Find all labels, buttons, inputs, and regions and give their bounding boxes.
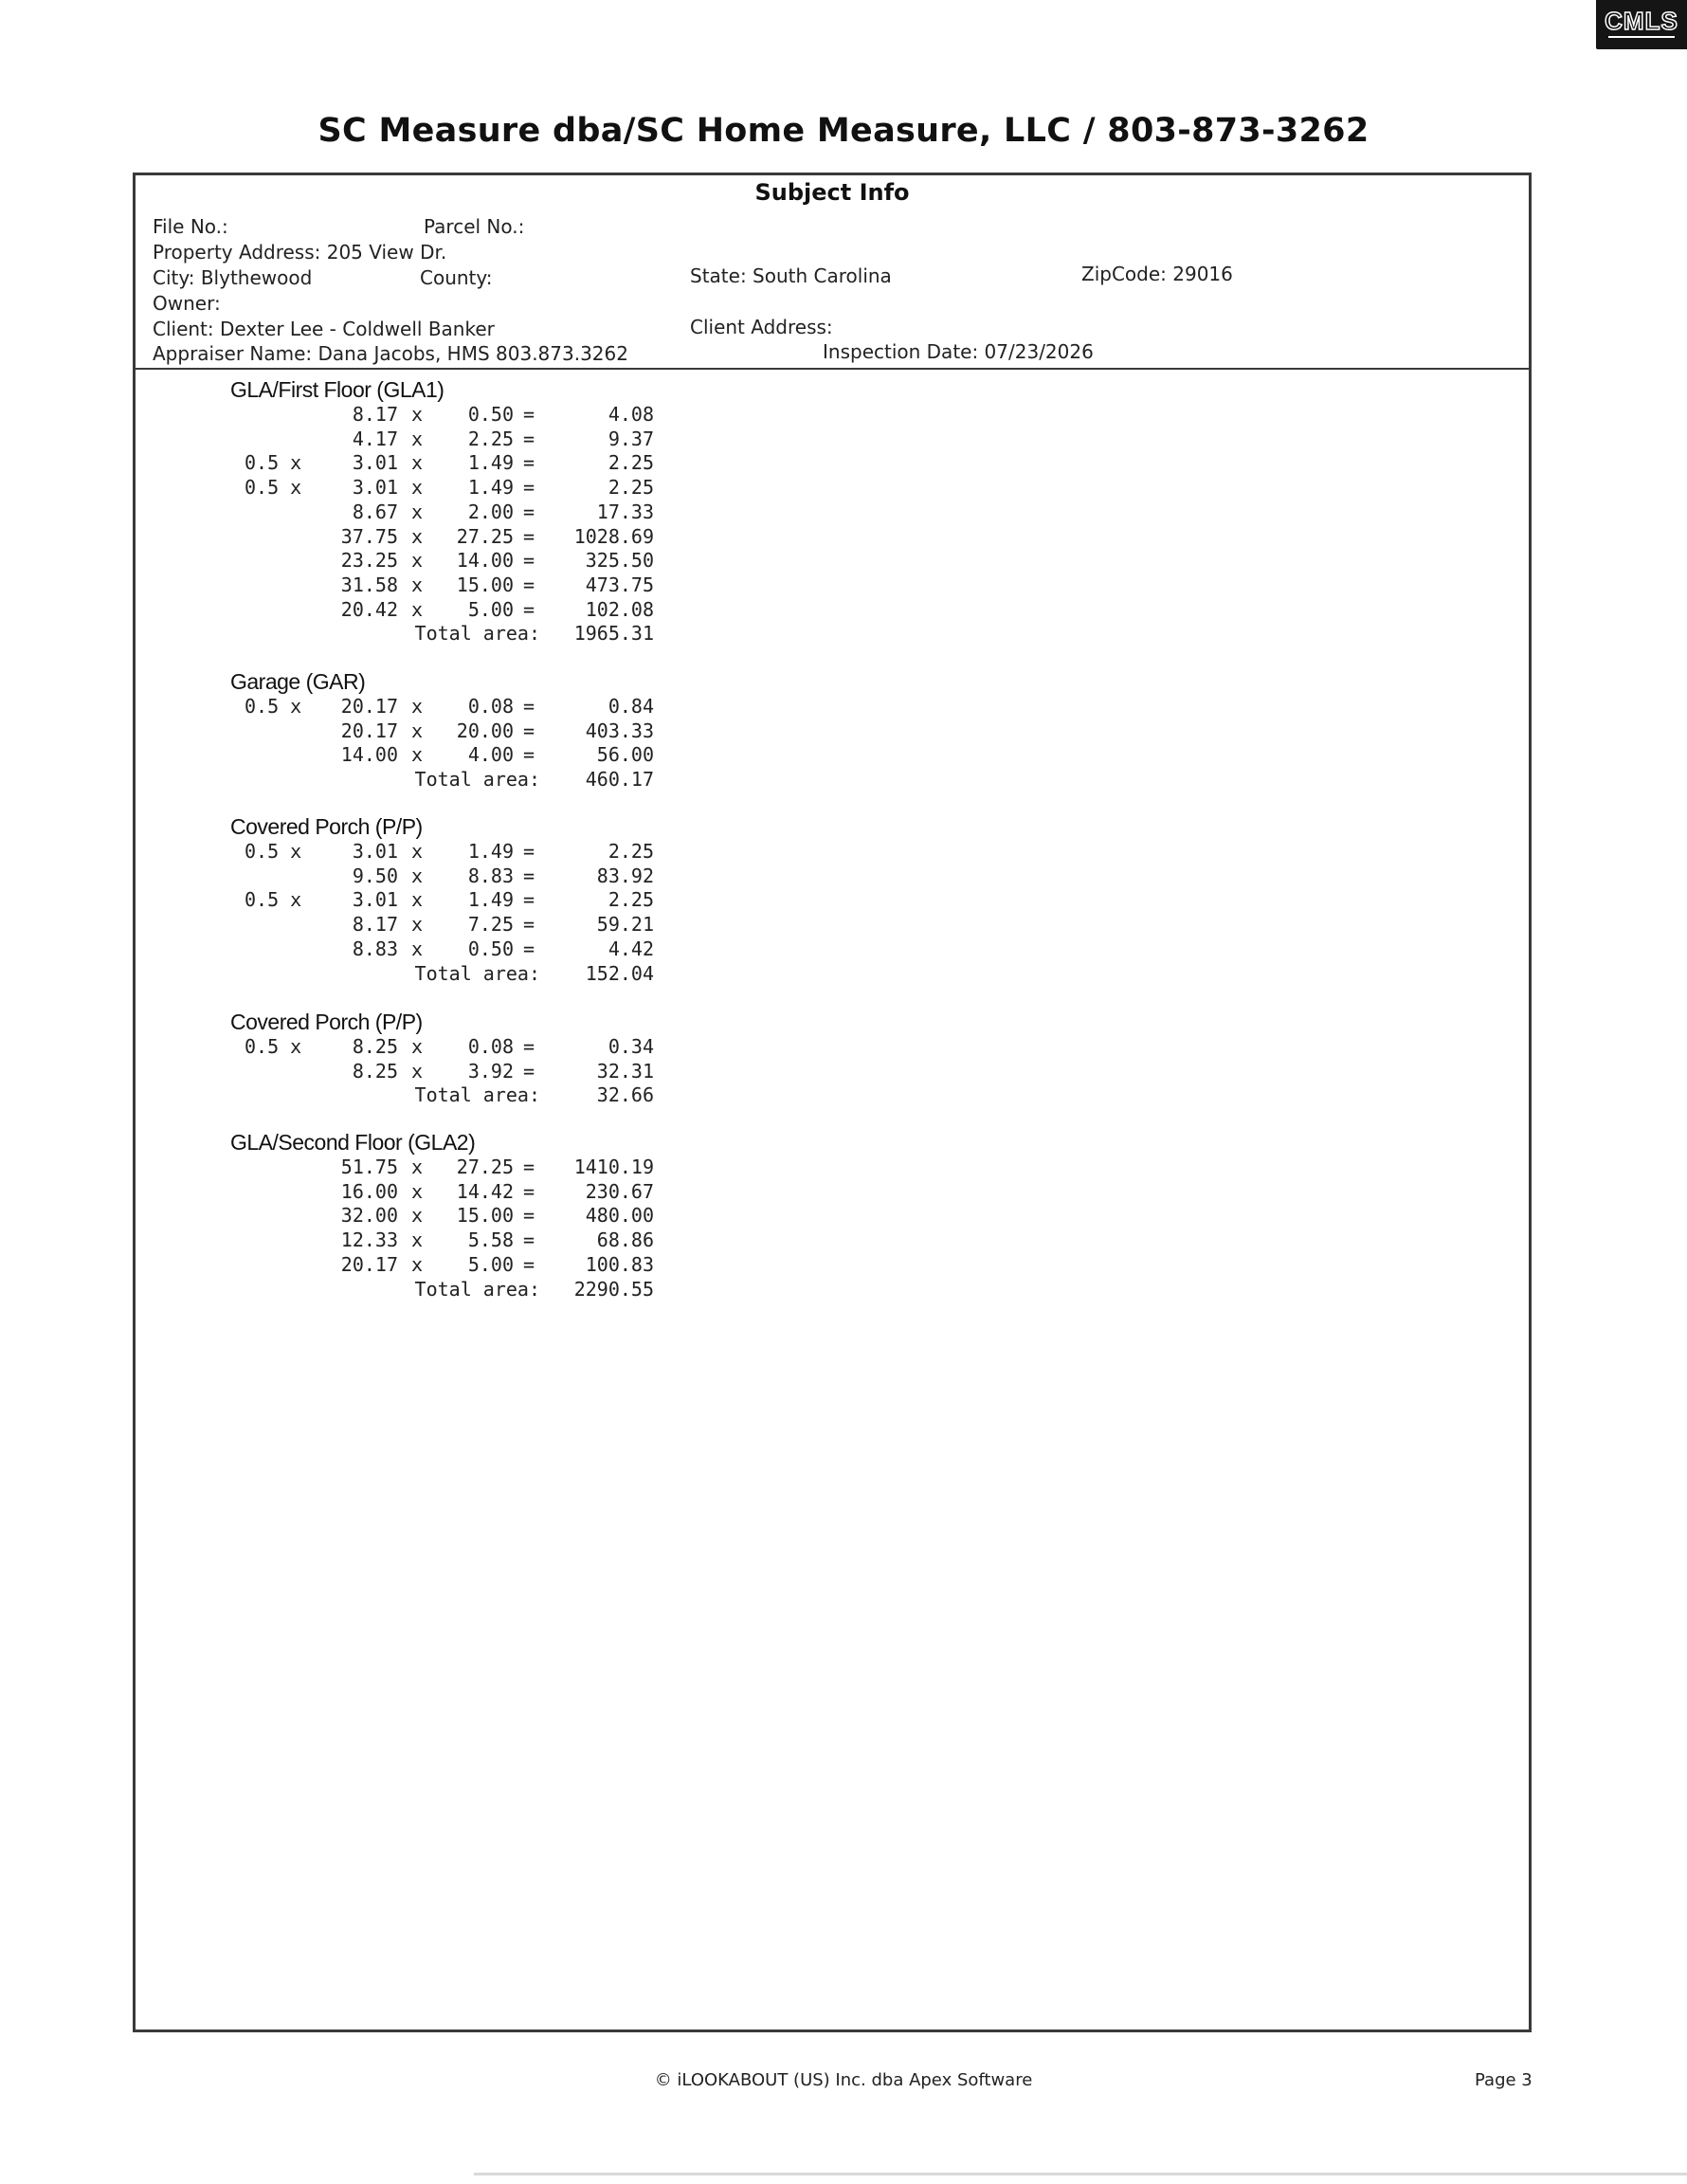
- times-sign: x: [411, 597, 424, 621]
- dimension-a: 14.00: [340, 743, 398, 767]
- dimension-a: 20.17: [340, 719, 398, 742]
- dimension-a: 8.17: [352, 403, 398, 426]
- total-area-value: 2290.55: [573, 1277, 654, 1301]
- equals-sign: =: [523, 500, 535, 523]
- dimension-a: 9.50: [352, 864, 398, 887]
- times-sign: x: [411, 524, 424, 548]
- times-sign: x: [411, 719, 424, 742]
- row-area: 480.00: [585, 1204, 654, 1228]
- file-no-field: File No.:: [153, 215, 228, 238]
- dimension-b: 1.49: [467, 476, 514, 500]
- dimension-b: 1.49: [467, 451, 514, 475]
- section-title: Garage (GAR): [230, 669, 366, 694]
- row-area: 2.25: [608, 840, 654, 863]
- times-sign: x: [411, 695, 424, 718]
- half-factor: 0.5 x: [245, 476, 302, 500]
- times-sign: x: [411, 549, 424, 573]
- subject-info-box: [136, 175, 1529, 370]
- row-area: 2.25: [608, 888, 654, 912]
- appraiser-field: Appraiser Name: Dana Jacobs, HMS 803.873.3262: [153, 342, 628, 365]
- times-sign: x: [411, 573, 424, 596]
- dimension-a: 31.58: [340, 573, 398, 596]
- equals-sign: =: [523, 1035, 535, 1058]
- row-area: 0.34: [608, 1035, 654, 1058]
- row-area: 56.00: [596, 743, 654, 767]
- dimension-b: 7.25: [467, 913, 514, 937]
- row-area: 68.86: [596, 1228, 654, 1252]
- equals-sign: =: [523, 1228, 535, 1252]
- row-area: 4.08: [608, 403, 654, 426]
- equals-sign: =: [523, 476, 535, 500]
- dimension-a: 37.75: [340, 524, 398, 548]
- logo-text: CMLS: [1605, 6, 1678, 35]
- parcel-no-field: Parcel No.:: [424, 215, 525, 238]
- dimension-b: 5.58: [467, 1228, 514, 1252]
- equals-sign: =: [523, 719, 535, 742]
- dimension-b: 5.00: [467, 597, 514, 621]
- row-area: 1410.19: [573, 1156, 654, 1178]
- dimension-b: 27.25: [456, 1156, 514, 1178]
- dimension-b: 2.25: [467, 427, 514, 450]
- subject-info-title: Subject Info: [754, 179, 910, 206]
- equals-sign: =: [523, 1059, 535, 1083]
- times-sign: x: [411, 743, 424, 767]
- row-area: 230.67: [585, 1179, 654, 1203]
- equals-sign: =: [523, 1179, 535, 1203]
- dimension-b: 14.42: [456, 1179, 514, 1203]
- dimension-a: 20.17: [340, 1252, 398, 1276]
- times-sign: x: [411, 864, 424, 887]
- cmls-logo: [1596, 0, 1687, 49]
- equals-sign: =: [523, 597, 535, 621]
- equals-sign: =: [523, 864, 535, 887]
- times-sign: x: [411, 913, 424, 937]
- dimension-b: 2.00: [467, 500, 514, 523]
- times-sign: x: [411, 1204, 424, 1228]
- city-field: City: Blythewood: [153, 266, 313, 289]
- section-title: GLA/Second Floor (GLA2): [230, 1130, 476, 1155]
- dimension-b: 3.92: [467, 1059, 514, 1083]
- dimension-a: 3.01: [352, 888, 398, 912]
- section-title: Covered Porch (P/P): [230, 1010, 423, 1034]
- equals-sign: =: [523, 743, 535, 767]
- scan-edge-line: [474, 2173, 1687, 2175]
- times-sign: x: [411, 476, 424, 500]
- dimension-a: 4.17: [352, 427, 398, 450]
- equals-sign: =: [523, 695, 535, 718]
- dimension-a: 8.67: [352, 500, 398, 523]
- dimension-a: 16.00: [340, 1179, 398, 1203]
- copyright-footer: © iLOOKABOUT (US) Inc. dba Apex Software: [654, 2070, 1033, 2090]
- equals-sign: =: [523, 937, 535, 960]
- dimension-a: 3.01: [352, 451, 398, 475]
- equals-sign: =: [523, 1156, 535, 1178]
- equals-sign: =: [523, 573, 535, 596]
- dimension-a: 51.75: [340, 1156, 398, 1178]
- dimension-b: 5.00: [467, 1252, 514, 1276]
- equals-sign: =: [523, 1204, 535, 1228]
- total-area-value: 1965.31: [573, 622, 654, 646]
- times-sign: x: [411, 1035, 424, 1058]
- state-field: State: South Carolina: [690, 264, 892, 287]
- total-area-label: Total area:: [414, 622, 540, 646]
- row-area: 325.50: [585, 549, 654, 573]
- property-address-field: Property Address: 205 View Dr.: [153, 241, 447, 264]
- times-sign: x: [411, 1179, 424, 1203]
- dimension-b: 20.00: [456, 719, 514, 742]
- section-title: Covered Porch (P/P): [230, 814, 423, 839]
- row-area: 59.21: [596, 913, 654, 937]
- dimension-b: 14.00: [456, 549, 514, 573]
- dimension-b: 15.00: [456, 573, 514, 596]
- row-area: 100.83: [585, 1252, 654, 1276]
- dimension-b: 4.00: [467, 743, 514, 767]
- times-sign: x: [411, 1252, 424, 1276]
- dimension-a: 8.25: [352, 1059, 398, 1083]
- times-sign: x: [411, 1228, 424, 1252]
- total-area-value: 460.17: [585, 768, 654, 792]
- county-field: County:: [420, 266, 493, 289]
- row-area: 2.25: [608, 476, 654, 500]
- client-address-field: Client Address:: [690, 316, 833, 338]
- dimension-b: 0.08: [467, 1035, 514, 1058]
- row-area: 473.75: [585, 573, 654, 596]
- half-factor: 0.5 x: [245, 888, 302, 912]
- dimension-b: 27.25: [456, 524, 514, 548]
- page-title: SC Measure dba/SC Home Measure, LLC / 803-873-3262: [317, 112, 1370, 150]
- client-field: Client: Dexter Lee - Coldwell Banker: [153, 318, 495, 340]
- equals-sign: =: [523, 913, 535, 937]
- times-sign: x: [411, 1059, 424, 1083]
- dimension-a: 8.83: [352, 937, 398, 960]
- total-area-value: 152.04: [585, 961, 654, 985]
- row-area: 17.33: [596, 500, 654, 523]
- row-area: 83.92: [596, 864, 654, 887]
- row-area: 0.84: [608, 695, 654, 718]
- zipcode-field: ZipCode: 29016: [1081, 263, 1233, 285]
- times-sign: x: [411, 451, 424, 475]
- times-sign: x: [411, 500, 424, 523]
- row-area: 2.25: [608, 451, 654, 475]
- dimension-a: 12.33: [340, 1228, 398, 1252]
- inspection-date-field: Inspection Date: 07/23/2026: [823, 340, 1094, 363]
- times-sign: x: [411, 427, 424, 450]
- dimension-b: 1.49: [467, 840, 514, 863]
- times-sign: x: [411, 937, 424, 960]
- owner-field: Owner:: [153, 292, 221, 315]
- dimension-a: 3.01: [352, 840, 398, 863]
- dimension-b: 1.49: [467, 888, 514, 912]
- dimension-b: 0.50: [467, 937, 514, 960]
- row-area: 9.37: [608, 427, 654, 450]
- equals-sign: =: [523, 427, 535, 450]
- equals-sign: =: [523, 524, 535, 548]
- total-area-label: Total area:: [414, 1083, 540, 1107]
- dimension-b: 0.08: [467, 695, 514, 718]
- dimension-b: 15.00: [456, 1204, 514, 1228]
- times-sign: x: [411, 888, 424, 912]
- dimension-a: 8.25: [352, 1035, 398, 1058]
- logo-underline: [1608, 36, 1675, 42]
- dimension-b: 8.83: [467, 864, 514, 887]
- equals-sign: =: [523, 888, 535, 912]
- dimension-a: 8.17: [352, 913, 398, 937]
- section-title: GLA/First Floor (GLA1): [230, 377, 444, 402]
- half-factor: 0.5 x: [245, 1035, 302, 1058]
- dimension-a: 3.01: [352, 476, 398, 500]
- dimension-a: 20.17: [340, 695, 398, 718]
- times-sign: x: [411, 403, 424, 426]
- dimension-a: 23.25: [340, 549, 398, 573]
- row-area: 32.31: [596, 1059, 654, 1083]
- half-factor: 0.5 x: [245, 840, 302, 863]
- total-area-label: Total area:: [414, 1277, 540, 1301]
- equals-sign: =: [523, 549, 535, 573]
- half-factor: 0.5 x: [245, 695, 302, 718]
- times-sign: x: [411, 1156, 424, 1178]
- row-area: 4.42: [608, 937, 654, 960]
- row-area: 1028.69: [573, 524, 654, 548]
- equals-sign: =: [523, 1252, 535, 1276]
- equals-sign: =: [523, 451, 535, 475]
- row-area: 403.33: [585, 719, 654, 742]
- row-area: 102.08: [585, 597, 654, 621]
- total-area-label: Total area:: [414, 961, 540, 985]
- total-area-value: 32.66: [596, 1083, 654, 1107]
- dimension-b: 0.50: [467, 403, 514, 426]
- dimension-a: 20.42: [340, 597, 398, 621]
- page-number: Page 3: [1475, 2070, 1533, 2090]
- times-sign: x: [411, 840, 424, 863]
- half-factor: 0.5 x: [245, 451, 302, 475]
- dimension-a: 32.00: [340, 1204, 398, 1228]
- total-area-label: Total area:: [414, 768, 540, 792]
- equals-sign: =: [523, 403, 535, 426]
- equals-sign: =: [523, 840, 535, 863]
